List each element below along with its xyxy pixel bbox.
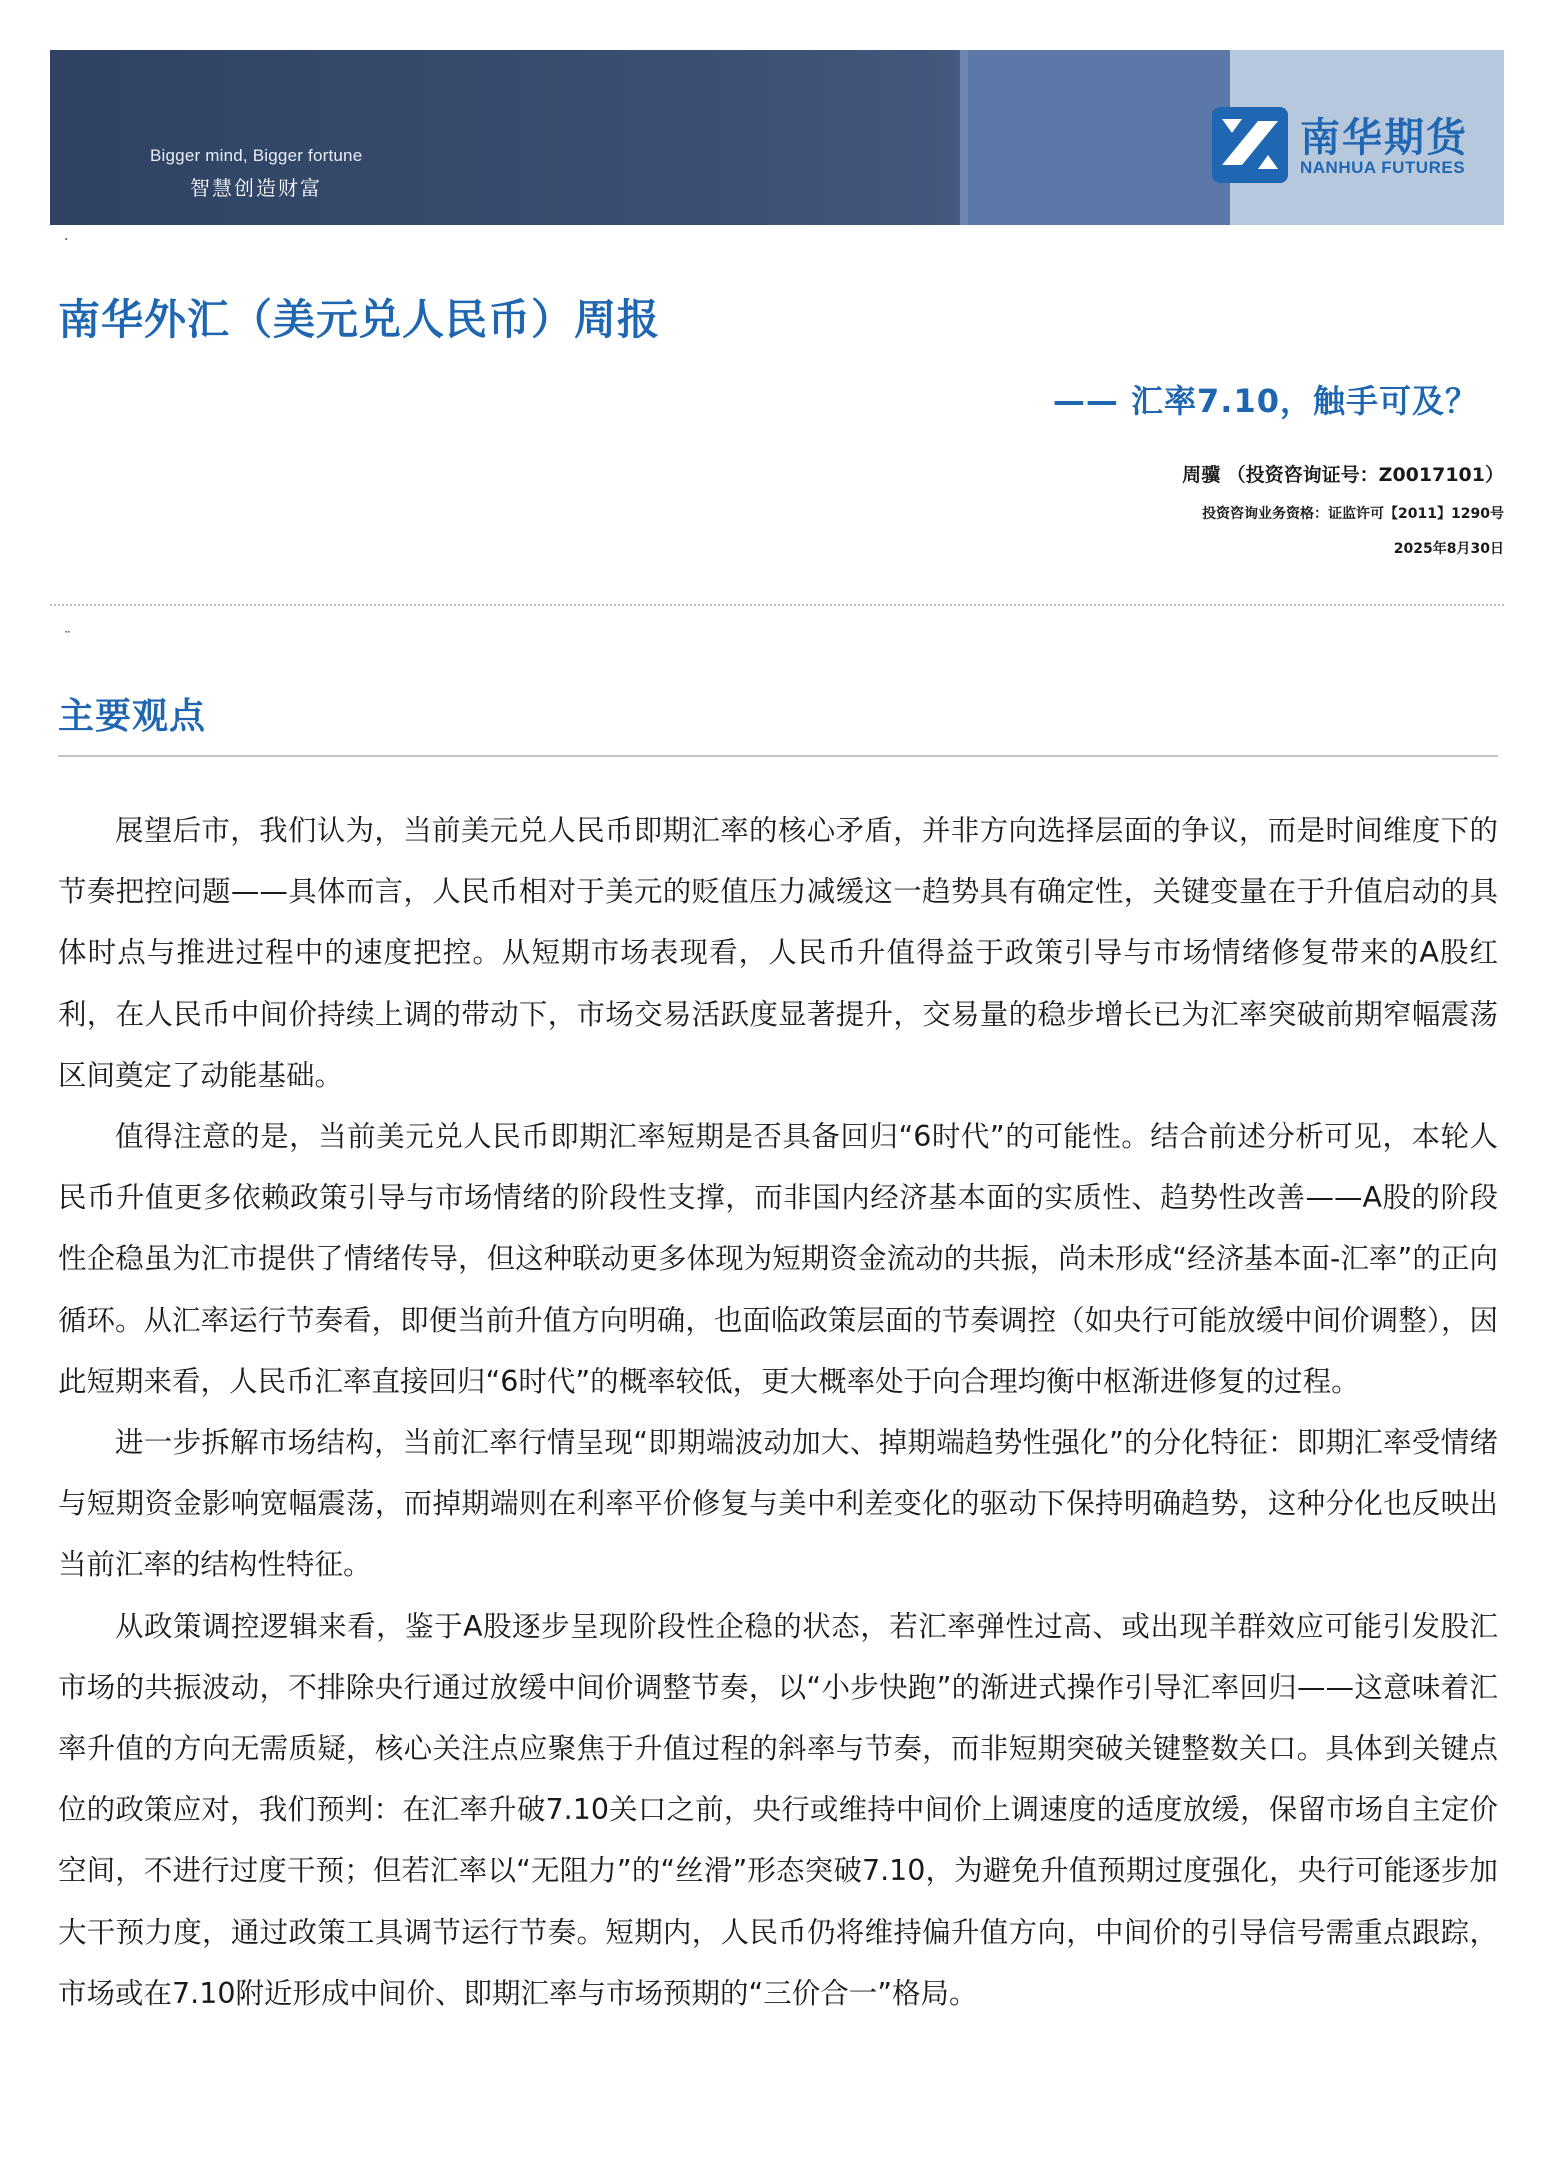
paragraph: 从政策调控逻辑来看，鉴于A股逐步呈现阶段性企稳的状态，若汇率弹性过高、或出现羊群效应可能引发股汇市场的共振波动，不排除央行通过放缓中间价调整节奏，以“小步快跑”的渐进式操作引导汇率回归——这意味着汇率升值的方向无需质疑，核心关注点应聚焦于升值过程的斜率与节奏，而非短期突破关键整数关口。具体到关键点位的政策应对，我们预判：在汇率升破7.10关口之前，央行或维持中间价上调速度的适度放缓，保留市场自主定价空间，不进行过度干预；但若汇率以“无阻力”的“丝滑”形态突破7.10，为避免升值预期过度强化，央行可能逐步加大干预力度，通过政策工具调节运行节奏。短期内，人民币仍将维持偏升值方向，中间价的引导信号需重点跟踪，市场或在7.10附近形成中间价、即期汇率与市场预期的“三价合一”格局。 [58, 1609, 1498, 2010]
nanhua-logo-icon [1212, 107, 1288, 183]
certification-line: 投资咨询业务资格：证监许可【2011】1290号 [1202, 506, 1504, 522]
logo-name-chinese: 南华期货 [1300, 115, 1468, 161]
page-mark: · [64, 232, 69, 248]
paragraph: 展望后市，我们认为，当前美元兑人民币即期汇率的核心矛盾，并非方向选择层面的争议，而是时间维度下的节奏把控问题——具体而言，人民币相对于美元的贬值压力减缓这一趋势具有确定性，关键变量在于升值启动的具体时点与推进过程中的速度把控。从短期市场表现看，人民币升值得益于政策引导与市场情绪修复带来的A股红利，在人民币中间价持续上调的带动下，市场交易活跃度显著提升，交易量的稳步增长已为汇率突破前期窄幅震荡区间奠定了动能基础。 [58, 814, 1498, 1092]
paragraph: 值得注意的是，当前美元兑人民币即期汇率短期是否具备回归“6时代”的可能性。结合前述分析可见，本轮人民币升值更多依赖政策引导与市场情绪的阶段性支撑，而非国内经济基本面的实质性、趋势性改善——A股的阶段性企稳虽为汇市提供了情绪传导，但这种联动更多体现为短期资金流动的共振，尚未形成“经济基本面-汇率”的正向循环。从汇率运行节奏看，即便当前升值方向明确，也面临政策层面的节奏调控（如央行可能放缓中间价调整），因此短期来看，人民币汇率直接回归“6时代”的概率较低，更大概率处于向合理均衡中枢渐进修复的过程。 [58, 1120, 1498, 1398]
main-views-body [58, 800, 1498, 2024]
logo-name-english: NANHUA FUTURES [1300, 158, 1466, 177]
slogan-english: Bigger mind, Bigger fortune [150, 146, 363, 165]
author-line: 周骥 （投资咨询证号：Z0017101） [1182, 464, 1504, 486]
report-date: 2025年8月30日 [1393, 541, 1504, 557]
section-heading: 主要观点 [58, 696, 207, 737]
banner-mid-panel [968, 50, 1230, 225]
header-banner [50, 50, 1504, 225]
section-divider [58, 755, 1498, 757]
banner-accent-stripe [960, 50, 968, 225]
report-subtitle: —— 汇率7.10，触手可及？ [1052, 382, 1478, 420]
dotted-divider [50, 604, 1504, 606]
report-title: 南华外汇（美元兑人民币）周报 [58, 295, 661, 344]
slogan-chinese: 智慧创造财富 [190, 176, 322, 200]
page-mark-2: ¨ [64, 630, 71, 646]
paragraph: 进一步拆解市场结构，当前汇率行情呈现“即期端波动加大、掉期端趋势性强化”的分化特征：即期汇率受情绪与短期资金影响宽幅震荡，而掉期端则在利率平价修复与美中利差变化的驱动下保持明确趋势，这种分化也反映出当前汇率的结构性特征。 [58, 1426, 1498, 1582]
